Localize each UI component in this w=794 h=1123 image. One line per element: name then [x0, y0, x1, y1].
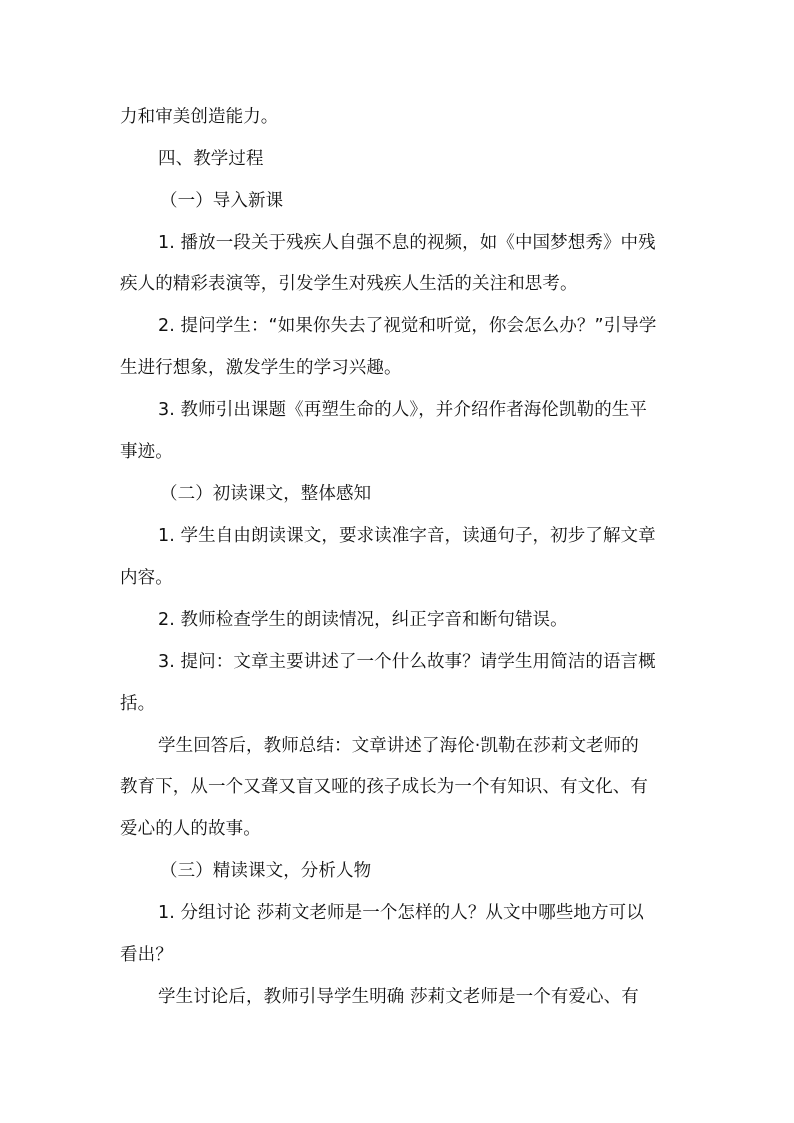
paragraph-line: 括。 — [120, 694, 156, 714]
paragraph-line: 3. 提问：文章主要讲述了一个什么故事？请学生用简洁的语言概 — [158, 652, 656, 672]
paragraph-line: 学生回答后，教师总结：文章讲述了海伦·凯勒在莎莉文老师的 — [158, 736, 639, 756]
paragraph-line: 内容。 — [120, 568, 173, 588]
paragraph-line: 1. 分组讨论 莎莉文老师是一个怎样的人？从文中哪些地方可以 — [158, 903, 644, 923]
paragraph-line: 2. 教师检查学生的朗读情况，纠正字音和断句错误。 — [158, 610, 568, 630]
subsection-heading: （一）导入新课 — [160, 191, 284, 211]
paragraph-line: 1. 播放一段关于残疾人自强不息的视频，如《中国梦想秀》中残 — [158, 233, 656, 253]
paragraph-line: 生进行想象，激发学生的学习兴趣。 — [120, 358, 402, 378]
section-heading: 四、教学过程 — [158, 149, 264, 169]
subsection-heading: （三）精读课文，分析人物 — [160, 861, 372, 881]
paragraph-continuation: 力和审美创造能力。 — [120, 107, 279, 127]
paragraph-line: 教育下，从一个又聋又盲又哑的孩子成长为一个有知识、有文化、有 — [120, 777, 648, 797]
paragraph-line: 疾人的精彩表演等，引发学生对残疾人生活的关注和思考。 — [120, 274, 578, 294]
paragraph-line: 2. 提问学生：“如果你失去了视觉和听觉，你会怎么办？”引导学 — [158, 316, 657, 336]
subsection-heading: （二）初读课文，整体感知 — [160, 484, 372, 504]
paragraph-line: 看出？ — [120, 945, 173, 965]
paragraph-line: 3. 教师引出课题《再塑生命的人》，并介绍作者海伦凯勒的生平 — [158, 400, 648, 420]
paragraph-line: 爱心的人的故事。 — [120, 819, 261, 839]
paragraph-line: 学生讨论后，教师引导学生明确 莎莉文老师是一个有爱心、有 — [158, 987, 639, 1007]
paragraph-line: 1. 学生自由朗读课文，要求读准字音，读通句子，初步了解文章 — [158, 526, 656, 546]
paragraph-line: 事迹。 — [120, 442, 173, 462]
